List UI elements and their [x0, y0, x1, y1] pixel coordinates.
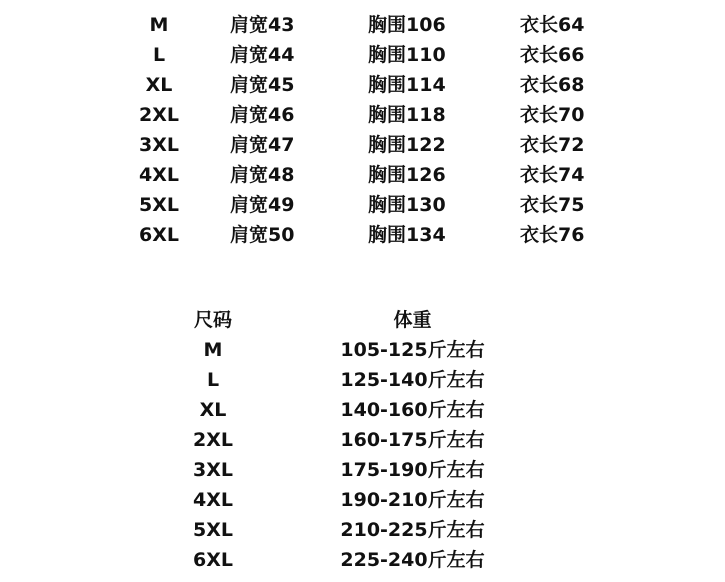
weight-range: 225-240斤左右	[340, 549, 485, 571]
measurement-row	[0, 160, 725, 190]
size-column-header: 尺码	[193, 309, 232, 331]
chest-circumference: 胸围126	[368, 164, 446, 186]
garment-length: 衣长70	[520, 104, 585, 126]
chest-circumference: 胸围118	[368, 104, 446, 126]
size-label: XL	[145, 74, 173, 96]
size-label: M	[149, 14, 169, 36]
size-label: 5XL	[193, 519, 233, 541]
measurement-row	[0, 100, 725, 130]
chest-circumference: 胸围106	[368, 14, 446, 36]
garment-length: 衣长72	[520, 134, 585, 156]
chest-circumference: 胸围130	[368, 194, 446, 216]
measurement-row	[0, 220, 725, 250]
measurement-row	[0, 130, 725, 160]
garment-length: 衣长76	[520, 224, 585, 246]
size-label: L	[206, 369, 220, 391]
chest-circumference: 胸围114	[368, 74, 446, 96]
weight-row	[0, 485, 725, 515]
weight-row	[0, 425, 725, 455]
measurement-row	[0, 190, 725, 220]
weight-range: 105-125斤左右	[340, 339, 485, 361]
shoulder-width: 肩宽47	[230, 134, 295, 156]
weight-row	[0, 365, 725, 395]
garment-length: 衣长75	[520, 194, 585, 216]
size-label: L	[152, 44, 166, 66]
shoulder-width: 肩宽44	[230, 44, 295, 66]
size-label: 2XL	[139, 104, 179, 126]
garment-length: 衣长74	[520, 164, 585, 186]
weight-range: 140-160斤左右	[340, 399, 485, 421]
chest-circumference: 胸围134	[368, 224, 446, 246]
shoulder-width: 肩宽45	[230, 74, 295, 96]
shoulder-width: 肩宽43	[230, 14, 295, 36]
shoulder-width: 肩宽48	[230, 164, 295, 186]
weight-row	[0, 395, 725, 425]
measurement-row	[0, 70, 725, 100]
garment-length: 衣长68	[520, 74, 585, 96]
weight-range: 210-225斤左右	[340, 519, 485, 541]
size-label: M	[203, 339, 223, 361]
size-label: 2XL	[193, 429, 233, 451]
weight-table	[0, 305, 725, 575]
size-label: 3XL	[193, 459, 233, 481]
size-label: XL	[199, 399, 227, 421]
weight-row	[0, 335, 725, 365]
size-label: 3XL	[139, 134, 179, 156]
shoulder-width: 肩宽50	[230, 224, 295, 246]
weight-range: 160-175斤左右	[340, 429, 485, 451]
weight-row	[0, 455, 725, 485]
size-label: 6XL	[193, 549, 233, 571]
weight-range: 125-140斤左右	[340, 369, 485, 391]
measurement-row	[0, 40, 725, 70]
measurement-table	[0, 10, 725, 250]
size-label: 4XL	[193, 489, 233, 511]
weight-row	[0, 545, 725, 575]
weight-column-header: 体重	[393, 309, 432, 331]
chest-circumference: 胸围122	[368, 134, 446, 156]
chest-circumference: 胸围110	[368, 44, 446, 66]
weight-range: 175-190斤左右	[340, 459, 485, 481]
shoulder-width: 肩宽46	[230, 104, 295, 126]
size-label: 4XL	[139, 164, 179, 186]
garment-length: 衣长64	[520, 14, 585, 36]
measurement-row	[0, 10, 725, 40]
shoulder-width: 肩宽49	[230, 194, 295, 216]
weight-range: 190-210斤左右	[340, 489, 485, 511]
size-label: 6XL	[139, 224, 179, 246]
weight-row	[0, 515, 725, 545]
weight-table-header	[0, 305, 725, 335]
size-label: 5XL	[139, 194, 179, 216]
garment-length: 衣长66	[520, 44, 585, 66]
